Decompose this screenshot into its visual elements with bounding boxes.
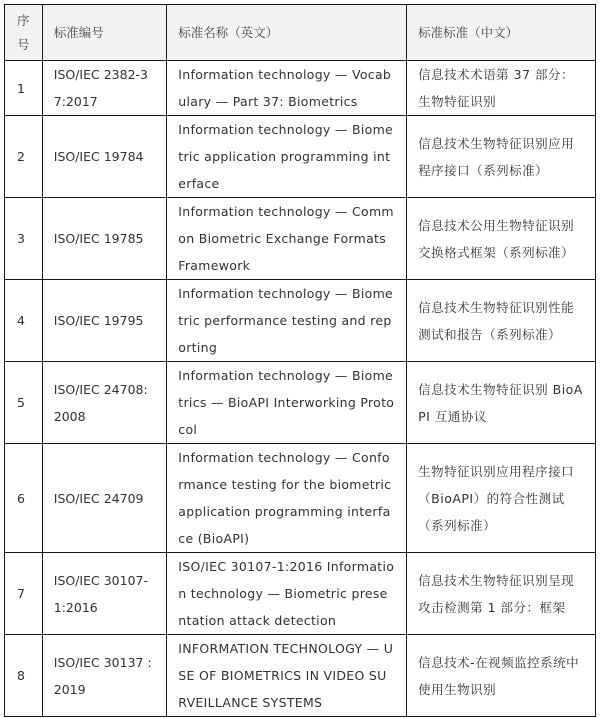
row-index: 4 (5, 280, 43, 362)
row-name-cn: 信息技术生物特征识别性能测试和报告（系列标准） (407, 280, 596, 362)
table-row (5, 198, 596, 280)
row-standard-code: ISO/IEC 30107-1:2016 (42, 553, 167, 635)
table-row (5, 280, 596, 362)
row-index: 3 (5, 198, 43, 280)
row-name-cn: 信息技术-在视频监控系统中使用生物识别 (407, 635, 596, 717)
row-name-en: Information technology — Biometric application programming interface (167, 116, 407, 198)
row-standard-code: ISO/IEC 19785 (42, 198, 167, 280)
standards-table (4, 4, 596, 717)
row-name-cn: 信息技术生物特征识别 BioAPI 互通协议 (407, 362, 596, 444)
row-index: 8 (5, 635, 43, 717)
row-name-cn: 信息技术公用生物特征识别交换格式框架（系列标准） (407, 198, 596, 280)
header-name-en: 标准名称（英文） (167, 5, 407, 61)
row-name-en: Information technology — Conformance testing for the biometric application programming interface (BioAPI) (167, 444, 407, 553)
row-name-en: ISO/IEC 30107-1:2016 Information technology — Biometric presentation attack detection (167, 553, 407, 635)
header-index: 序号 (5, 5, 43, 61)
table-row (5, 362, 596, 444)
table-row (5, 553, 596, 635)
row-standard-code: ISO/IEC 24708:2008 (42, 362, 167, 444)
row-name-cn: 生物特征识别应用程序接口（BioAPI）的符合性测试（系列标准） (407, 444, 596, 553)
table-body (5, 61, 596, 717)
row-standard-code: ISO/IEC 2382-37:2017 (42, 61, 167, 116)
row-name-en: Information technology — Common Biometric Exchange Formats Framework (167, 198, 407, 280)
row-index: 1 (5, 61, 43, 116)
row-name-cn: 信息技术生物特征识别应用程序接口（系列标准） (407, 116, 596, 198)
header-name-cn: 标准标准（中文） (407, 5, 596, 61)
row-name-en: Information technology — Biometric performance testing and reporting (167, 280, 407, 362)
table-header-row (5, 5, 596, 61)
row-standard-code: ISO/IEC 24709 (42, 444, 167, 553)
header-code: 标准编号 (42, 5, 167, 61)
table-row (5, 444, 596, 553)
row-name-cn: 信息技术术语第 37 部分：生物特征识别 (407, 61, 596, 116)
row-index: 7 (5, 553, 43, 635)
table-row (5, 61, 596, 116)
row-standard-code: ISO/IEC 30137 : 2019 (42, 635, 167, 717)
row-name-en: INFORMATION TECHNOLOGY — USE OF BIOMETRICS IN VIDEO SURVEILLANCE SYSTEMS (167, 635, 407, 717)
table-row (5, 116, 596, 198)
row-index: 6 (5, 444, 43, 553)
row-name-cn: 信息技术生物特征识别呈现攻击检测第 1 部分：框架 (407, 553, 596, 635)
row-name-en: Information technology — Vocabulary — Part 37: Biometrics (167, 61, 407, 116)
row-standard-code: ISO/IEC 19784 (42, 116, 167, 198)
row-name-en: Information technology — Biometrics — BioAPI Interworking Protocol (167, 362, 407, 444)
table-row (5, 635, 596, 717)
row-index: 2 (5, 116, 43, 198)
row-index: 5 (5, 362, 43, 444)
row-standard-code: ISO/IEC 19795 (42, 280, 167, 362)
